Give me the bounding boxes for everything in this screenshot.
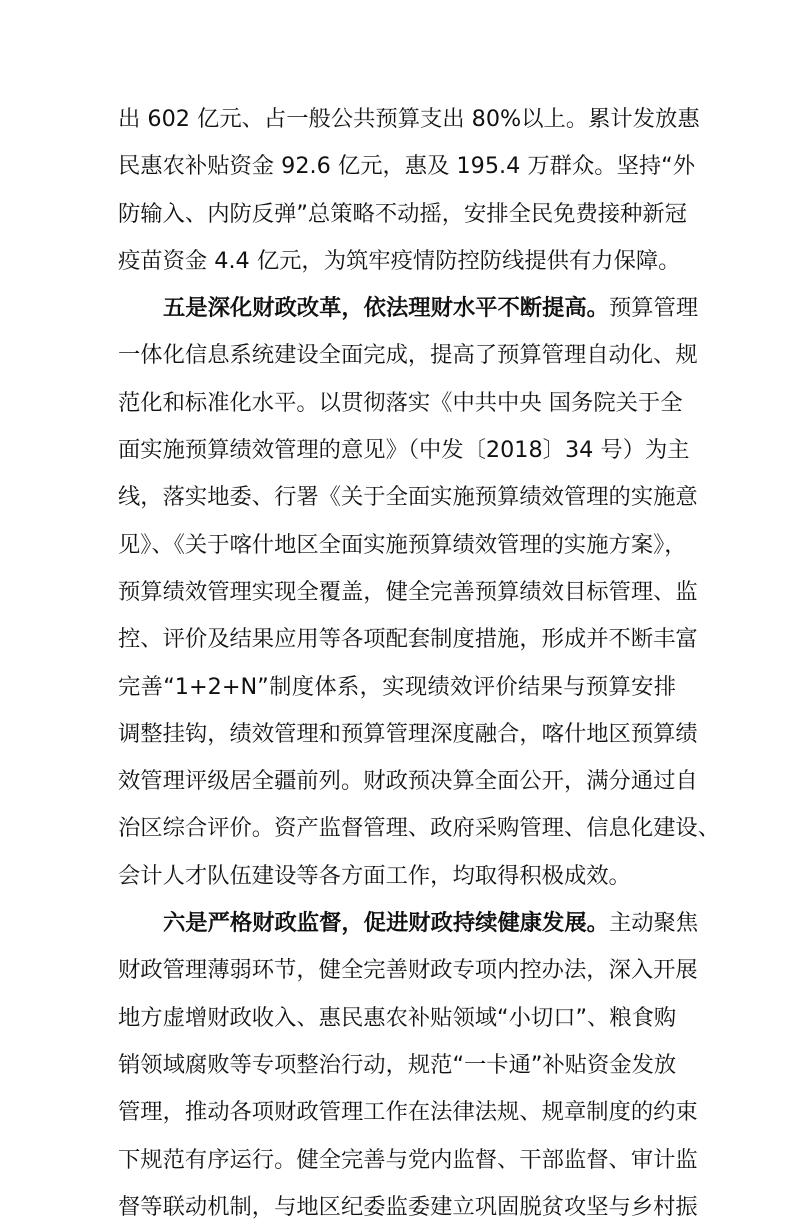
text-line: 控、评价及结果应用等各项配套制度措施，形成并不断丰富 <box>118 626 698 653</box>
text-run: 主动聚焦 <box>608 910 699 937</box>
text-line: 完善“1+2+N”制度体系，实现绩效评价结果与预算安排 <box>118 673 676 700</box>
text-line <box>118 900 699 947</box>
paragraph-heading: 五是深化财政改革，依法理财水平不断提高。 <box>163 295 609 322</box>
text-line: 见》、《关于喀什地区全面实施预算绩效管理的实施方案》， <box>118 531 687 558</box>
text-line: 调整挂钩，绩效管理和预算管理深度融合，喀什地区预算绩 <box>118 720 698 747</box>
text-line: 督等联动机制，与地区纪委监委建立巩固脱贫攻坚与乡村振 <box>118 1193 698 1220</box>
text-line: 财政管理薄弱环节，健全完善财政专项内控办法，深入开展 <box>118 957 698 984</box>
text-line: 销领域腐败等专项整治行动，规范“一卡通”补贴资金发放 <box>118 1051 677 1078</box>
text-line: 范化和标准化水平。以贯彻落实《中共中央 国务院关于全 <box>118 389 683 416</box>
text-line: 效管理评级居全疆前列。财政预决算全面公开，满分通过自 <box>118 768 698 795</box>
text-line: 地方虚增财政收入、惠民惠农补贴领域“小切口”、粮食购 <box>118 1004 677 1031</box>
text-run: 预算管理 <box>608 295 699 322</box>
text-line: 线，落实地委、行署《关于全面实施预算绩效管理的实施意 <box>118 484 698 511</box>
text-line: 管理，推动各项财政管理工作在法律法规、规章制度的约束 <box>118 1099 698 1126</box>
text-line: 一体化信息系统建设全面完成，提高了预算管理自动化、规 <box>118 342 698 369</box>
text-line: 会计人才队伍建设等各方面工作，均取得积极成效。 <box>118 862 631 889</box>
paragraph-2 <box>118 285 721 900</box>
text-line: 预算绩效管理实现全覆盖，健全完善预算绩效目标管理、监 <box>118 578 698 605</box>
paragraph-3 <box>118 900 699 1231</box>
text-line <box>118 285 699 332</box>
text-line: 疫苗资金 4.4 亿元，为筑牢疫情防控防线提供有力保障。 <box>118 247 681 274</box>
text-line: 防输入、内防反弹”总策略不动摇，安排全民免费接种新冠 <box>118 200 687 227</box>
paragraph-heading: 六是严格财政监督，促进财政持续健康发展。 <box>163 910 609 937</box>
text-line: 面实施预算绩效管理的意见》（中发〔2018〕34 号）为主 <box>118 437 690 464</box>
text-line: 出 602 亿元、占一般公共预算支出 80%以上。累计发放惠 <box>118 106 700 132</box>
document-page <box>118 96 721 1231</box>
text-line: 治区综合评价。资产监督管理、政府采购管理、信息化建设、 <box>118 815 721 842</box>
text-line: 下规范有序运行。健全完善与党内监督、干部监督、审计监 <box>118 1146 698 1173</box>
text-line: 民惠农补贴资金 92.6 亿元，惠及 195.4 万群众。坚持“外 <box>118 153 696 180</box>
paragraph-1 <box>118 96 700 285</box>
